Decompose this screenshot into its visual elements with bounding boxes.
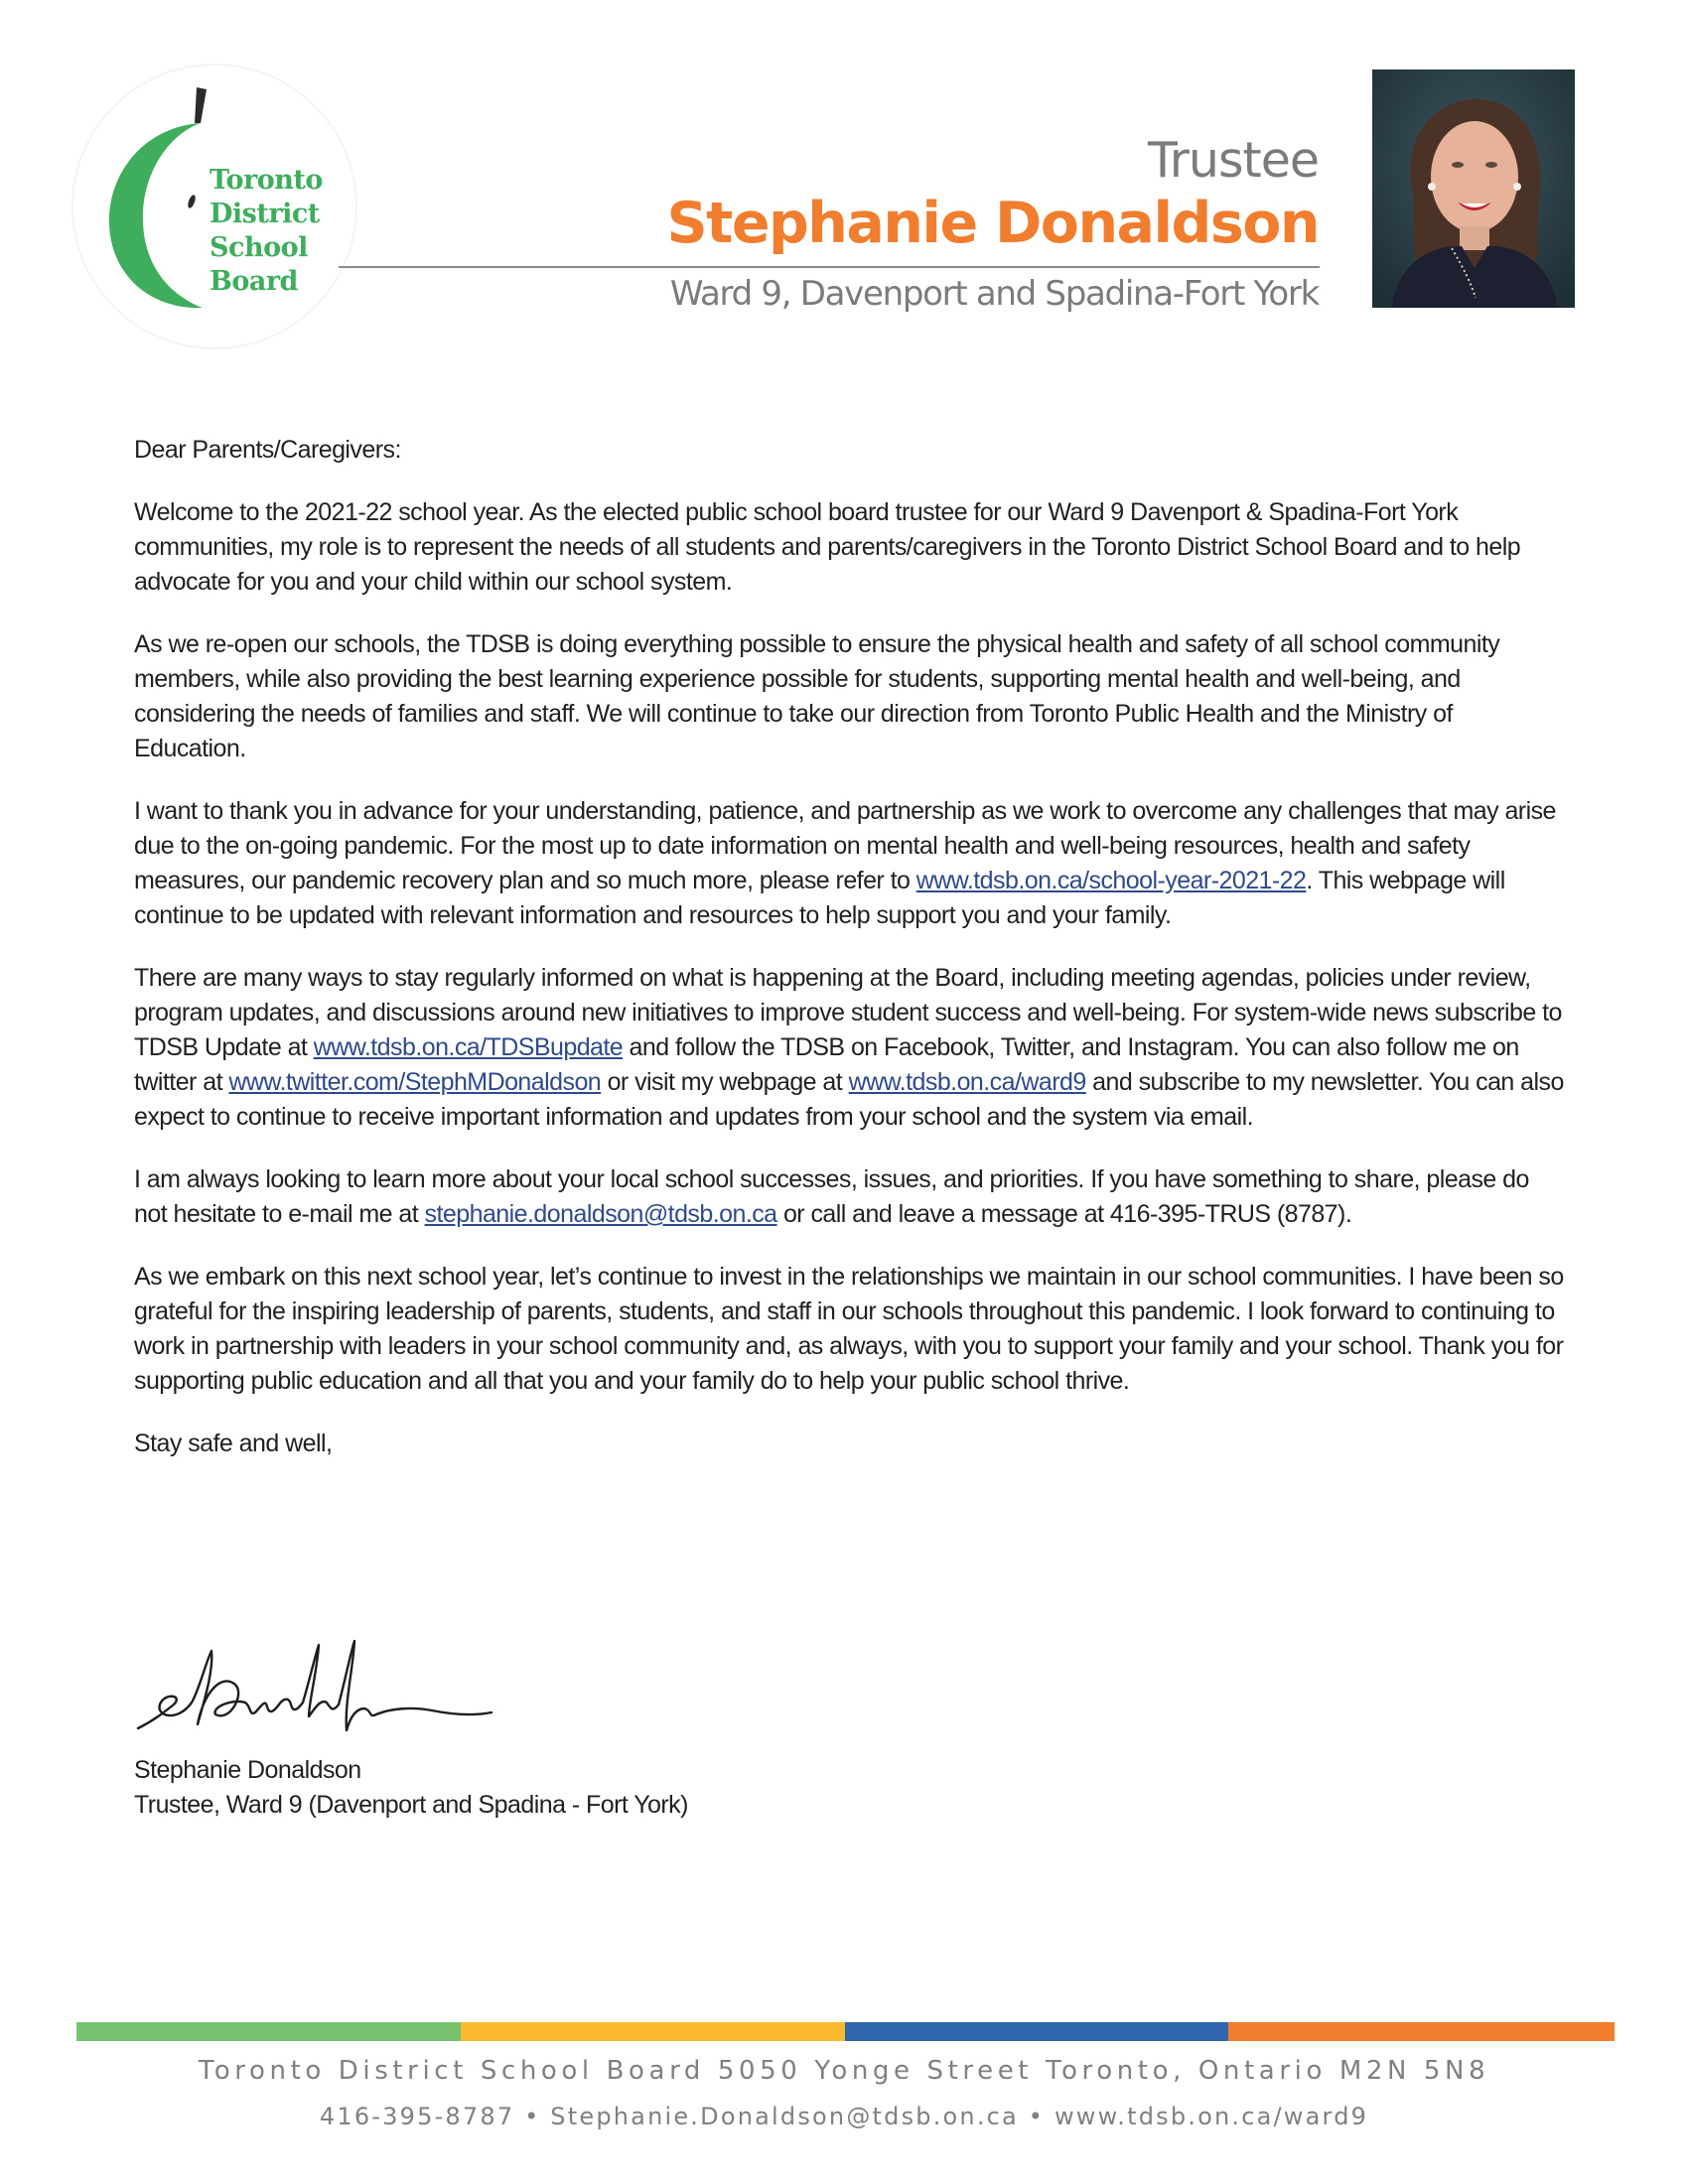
header-name: Stephanie Donaldson [666, 191, 1319, 256]
logo-line: School [210, 232, 308, 263]
paragraph-welcome: Welcome to the 2021-22 school year. As the elected public school board trustee for our Ward 9 Davenport & Spadina-Fort York communities, my role is to represent the needs of all students and parents/caregivers in the Toronto District School Board and to help advocate for you and your child within our school system. [134, 498, 1521, 596]
signature-icon [134, 1633, 531, 1742]
paragraph-text: and follow the TDSB on Facebook, Twitter, and Instagram. You can also follow me on twitter at [134, 1033, 1519, 1096]
paragraph-text: and subscribe to my newsletter. You can also expect to continue to receive important information and updates from your school and the system via email. [134, 1068, 1564, 1131]
footer-contact: 416-395-8787 • Stephanie.Donaldson@tdsb.on.ca • www.tdsb.on.ca/ward9 [319, 2103, 1369, 2130]
footer-bar-yellow [461, 2022, 845, 2041]
header-role: Trustee [1148, 132, 1319, 189]
paragraph-stay-informed [134, 961, 1564, 1135]
paragraph-thanks [134, 794, 1564, 933]
footer-bar-green [76, 2022, 461, 2041]
paragraph-text: or call and leave a message at 416-395-TRUS (8787). [776, 1200, 1352, 1228]
header-divider [339, 266, 1320, 268]
email-link[interactable]: stephanie.donaldson@tdsb.on.ca [424, 1200, 777, 1228]
logo-line: District [210, 199, 320, 229]
tdsb-logo [73, 66, 355, 347]
header-ward: Ward 9, Davenport and Spadina-Fort York [669, 274, 1319, 314]
twitter-link[interactable]: www.twitter.com/StephMDonaldson [228, 1068, 602, 1096]
school-year-link[interactable]: www.tdsb.on.ca/school-year-2021-22 [915, 867, 1307, 894]
tdsb-update-link[interactable]: www.tdsb.on.ca/TDSBupdate [313, 1033, 624, 1061]
footer-bar-blue [845, 2022, 1228, 2041]
letter-body [134, 433, 1564, 1489]
logo-line: Toronto [210, 165, 323, 196]
paragraph-text: I am always looking to learn more about your local school successes, issues, and priorities. If you have something to share, please do not hesitate to e-mail me at [134, 1165, 1529, 1228]
signatory-title: Trustee, Ward 9 (Davenport and Spadina - Fort York) [134, 1791, 688, 1819]
paragraph-reopening: As we re-open our schools, the TDSB is doing everything possible to ensure the physical health and safety of all school community members, while also providing the best learning experience possible for students, supporting mental health and well-being, and considering the needs of families and staff. We will continue to take our direction from Toronto Public Health and the Ministry of Education. [134, 630, 1500, 762]
paragraph-text: There are many ways to stay regularly informed on what is happening at the Board, including meeting agendas, policies under review, program updates, and discussions around new initiatives to improve student success and well-being. For system-wide news subscribe to TDSB Update at [134, 964, 1562, 1061]
footer-bar-orange [1228, 2022, 1615, 2041]
logo-line: Board [210, 266, 298, 297]
salutation: Dear Parents/Caregivers: [134, 436, 401, 464]
ward9-webpage-link[interactable]: www.tdsb.on.ca/ward9 [848, 1068, 1086, 1096]
logo-wordmark [210, 164, 323, 299]
paragraph-text: . This webpage will continue to be updated with relevant information and resources to help support you and your family. [134, 867, 1505, 929]
footer-address: Toronto District School Board 5050 Yonge Street Toronto, Ontario M2N 5N8 [198, 2056, 1490, 2086]
paragraph-contact [134, 1162, 1564, 1232]
trustee-photo [1372, 69, 1575, 308]
paragraph-text: or visit my webpage at [601, 1068, 849, 1096]
paragraph-closing-thoughts: As we embark on this next school year, let’s continue to invest in the relationships we maintain in our school communities. I have been so grateful for the inspiring leadership of parents, students, and staff in our schools throughout this pandemic. I look forward to continuing to work in partnership with leaders in your school community and, as always, with you to support your family and your school. Thank you for supporting public education and all that you and your family do to help your public school thrive. [134, 1263, 1564, 1395]
signature [134, 1633, 531, 1742]
closing: Stay safe and well, [134, 1430, 333, 1457]
portrait-image-icon [1372, 69, 1575, 308]
signatory-name: Stephanie Donaldson [134, 1756, 361, 1784]
paragraph-text: I want to thank you in advance for your understanding, patience, and partnership as we work to overcome any challenges that may arise due to the on-going pandemic. For the most up to date information on mental health and well-being resources, health and safety measures, our pandemic recovery plan and so much more, please refer to [134, 797, 1556, 894]
